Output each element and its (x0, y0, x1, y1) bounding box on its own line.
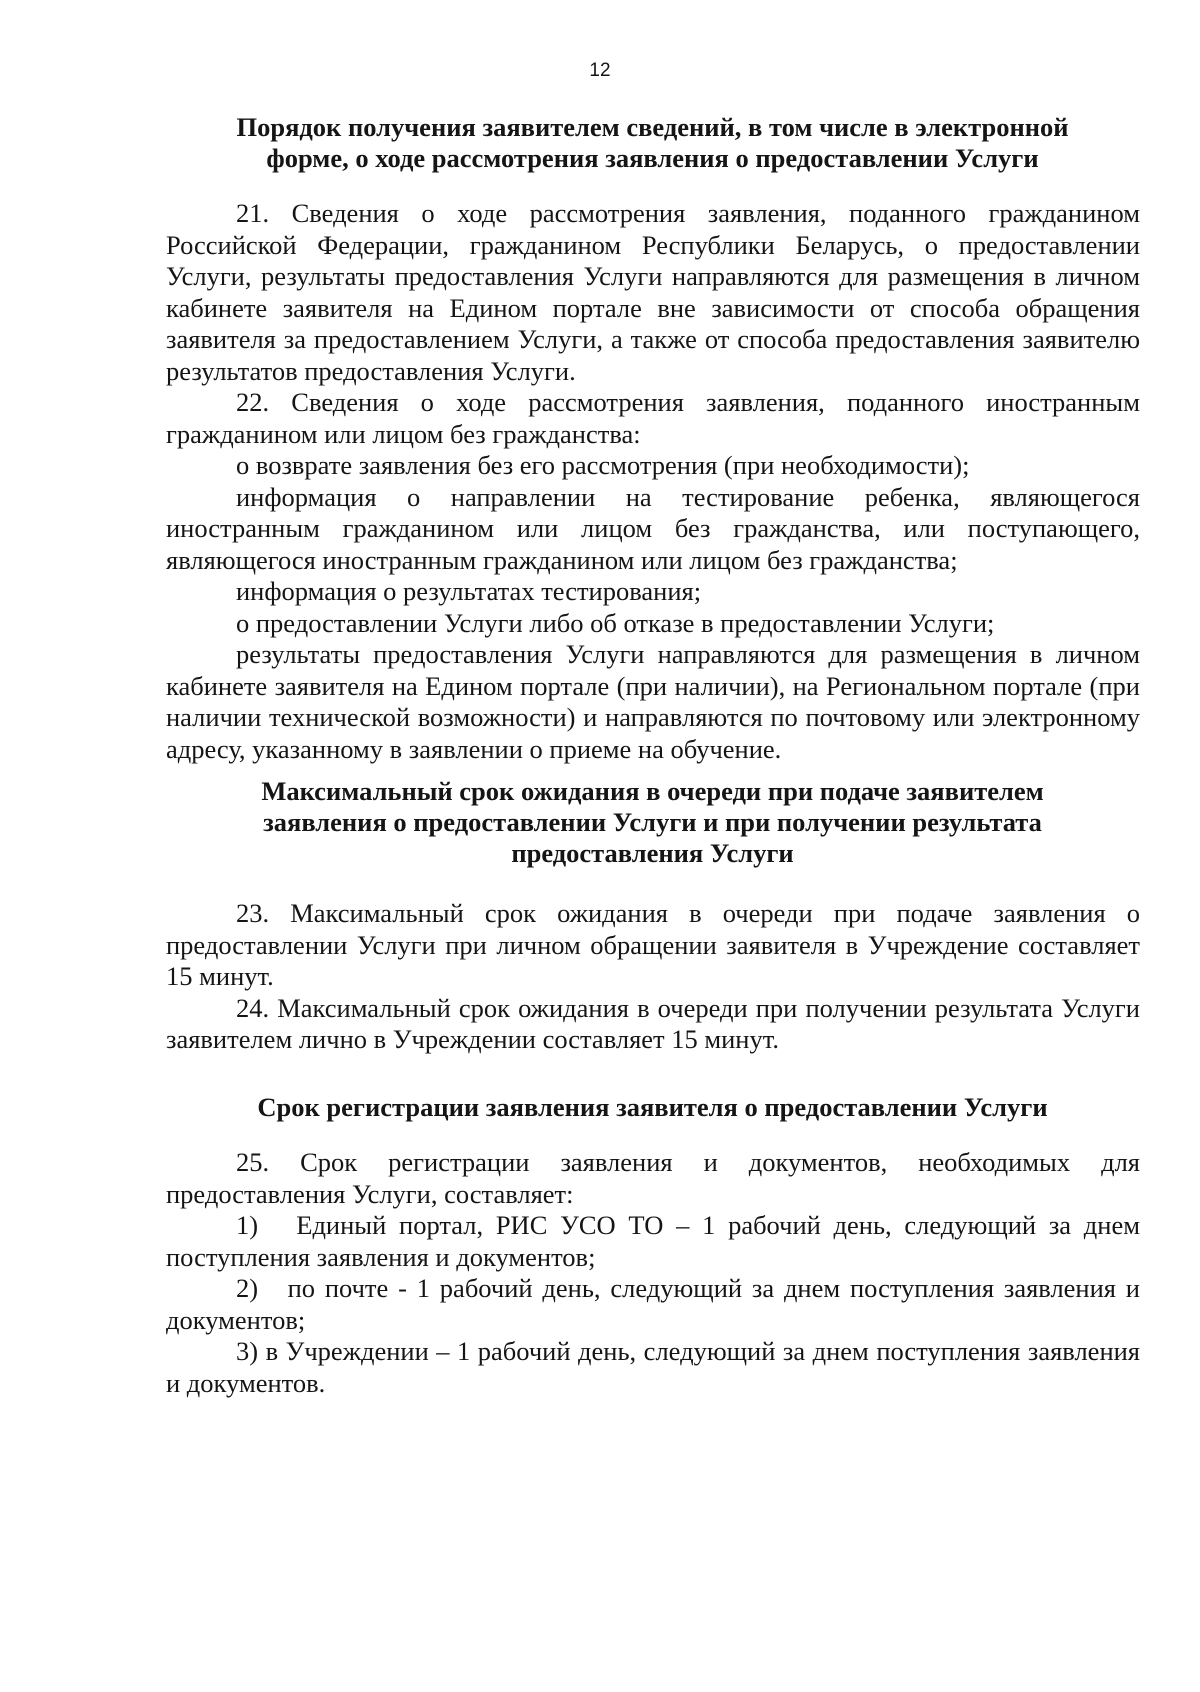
section-heading-queue-time (165, 776, 1140, 869)
heading-line: Порядок получения заявителем сведений, в том числе в электронной (236, 112, 1069, 142)
section-body-queue-time (166, 898, 1140, 1056)
list-item: 1) Единый портал, РИС УСО ТО – 1 рабочий день, следующий за днем поступления заявления и документов; (166, 1210, 1140, 1272)
paragraph-24: 24. Максимальный срок ожидания в очереди при получении результата Услуги заявителем лично в Учреждении составляет 15 минут. (166, 992, 1140, 1054)
list-item: о возврате заявления без его рассмотрения (при необходимости); (236, 450, 970, 480)
list-item: информация о результатах тестирования; (236, 576, 702, 606)
section-heading-registration-term (165, 1092, 1140, 1123)
paragraph-22: 22. Сведения о ходе рассмотрения заявления, поданного иностранным гражданином или лицом без гражданства: (166, 387, 1140, 449)
paragraph-23: 23. Максимальный срок ожидания в очереди при подаче заявления о предоставлении Услуги при личном обращении заявителя в Учреждение составляет 15 минут. (166, 898, 1140, 991)
list-item: 3) в Учреждении – 1 рабочий день, следующий за днем поступления заявления и документов. (166, 1336, 1140, 1398)
list-item: о предоставлении Услуги либо об отказе в предоставлении Услуги; (236, 607, 995, 638)
heading-line: форме, о ходе рассмотрения заявления о предоставлении Услуги (266, 143, 1039, 173)
paragraph-21: 21. Сведения о ходе рассмотрения заявления, поданного гражданином Российской Федерации, гражданином Республики Беларусь, о предоставлении Услуги, результаты предоставления Услуги направляются для размещения в личном кабинете заявителя на Едином портале вне зависимости от способа обращения заявителя за предоставлением Услуги, а также от способа предоставления заявителю результатов предоставления Услуги. (166, 198, 1140, 386)
section-heading-status-info (165, 112, 1140, 174)
heading-line: предоставления Услуги (511, 838, 794, 868)
page-number: 12 (589, 60, 611, 81)
list-item: 2) по почте - 1 рабочий день, следующий за днем поступления заявления и документов; (166, 1273, 1140, 1335)
heading-line: заявления о предоставлении Услуги и при получении результата (263, 807, 1042, 837)
heading-line: Максимальный срок ожидания в очереди при подаче заявителем (261, 776, 1044, 806)
section-body-status-info (166, 198, 1140, 765)
heading-line: Срок регистрации заявления заявителя о предоставлении Услуги (257, 1092, 1048, 1122)
list-item: информация о направлении на тестирование ребенка, являющегося иностранным гражданином или лицом без гражданства, или поступающего, являющегося иностранным гражданином или лицом без гражданства; (166, 481, 1140, 575)
paragraph-25: 25. Срок регистрации заявления и документов, необходимых для предоставления Услуги, составляет: (166, 1147, 1140, 1209)
section-body-registration-term (166, 1147, 1140, 1399)
list-item: результаты предоставления Услуги направляются для размещения в личном кабинете заявителя на Едином портале (при наличии), на Региональном портале (при наличии технической возможности) и направляются по почтовому или электронному адресу, указанному в заявлении о приеме на обучение. (166, 639, 1140, 764)
